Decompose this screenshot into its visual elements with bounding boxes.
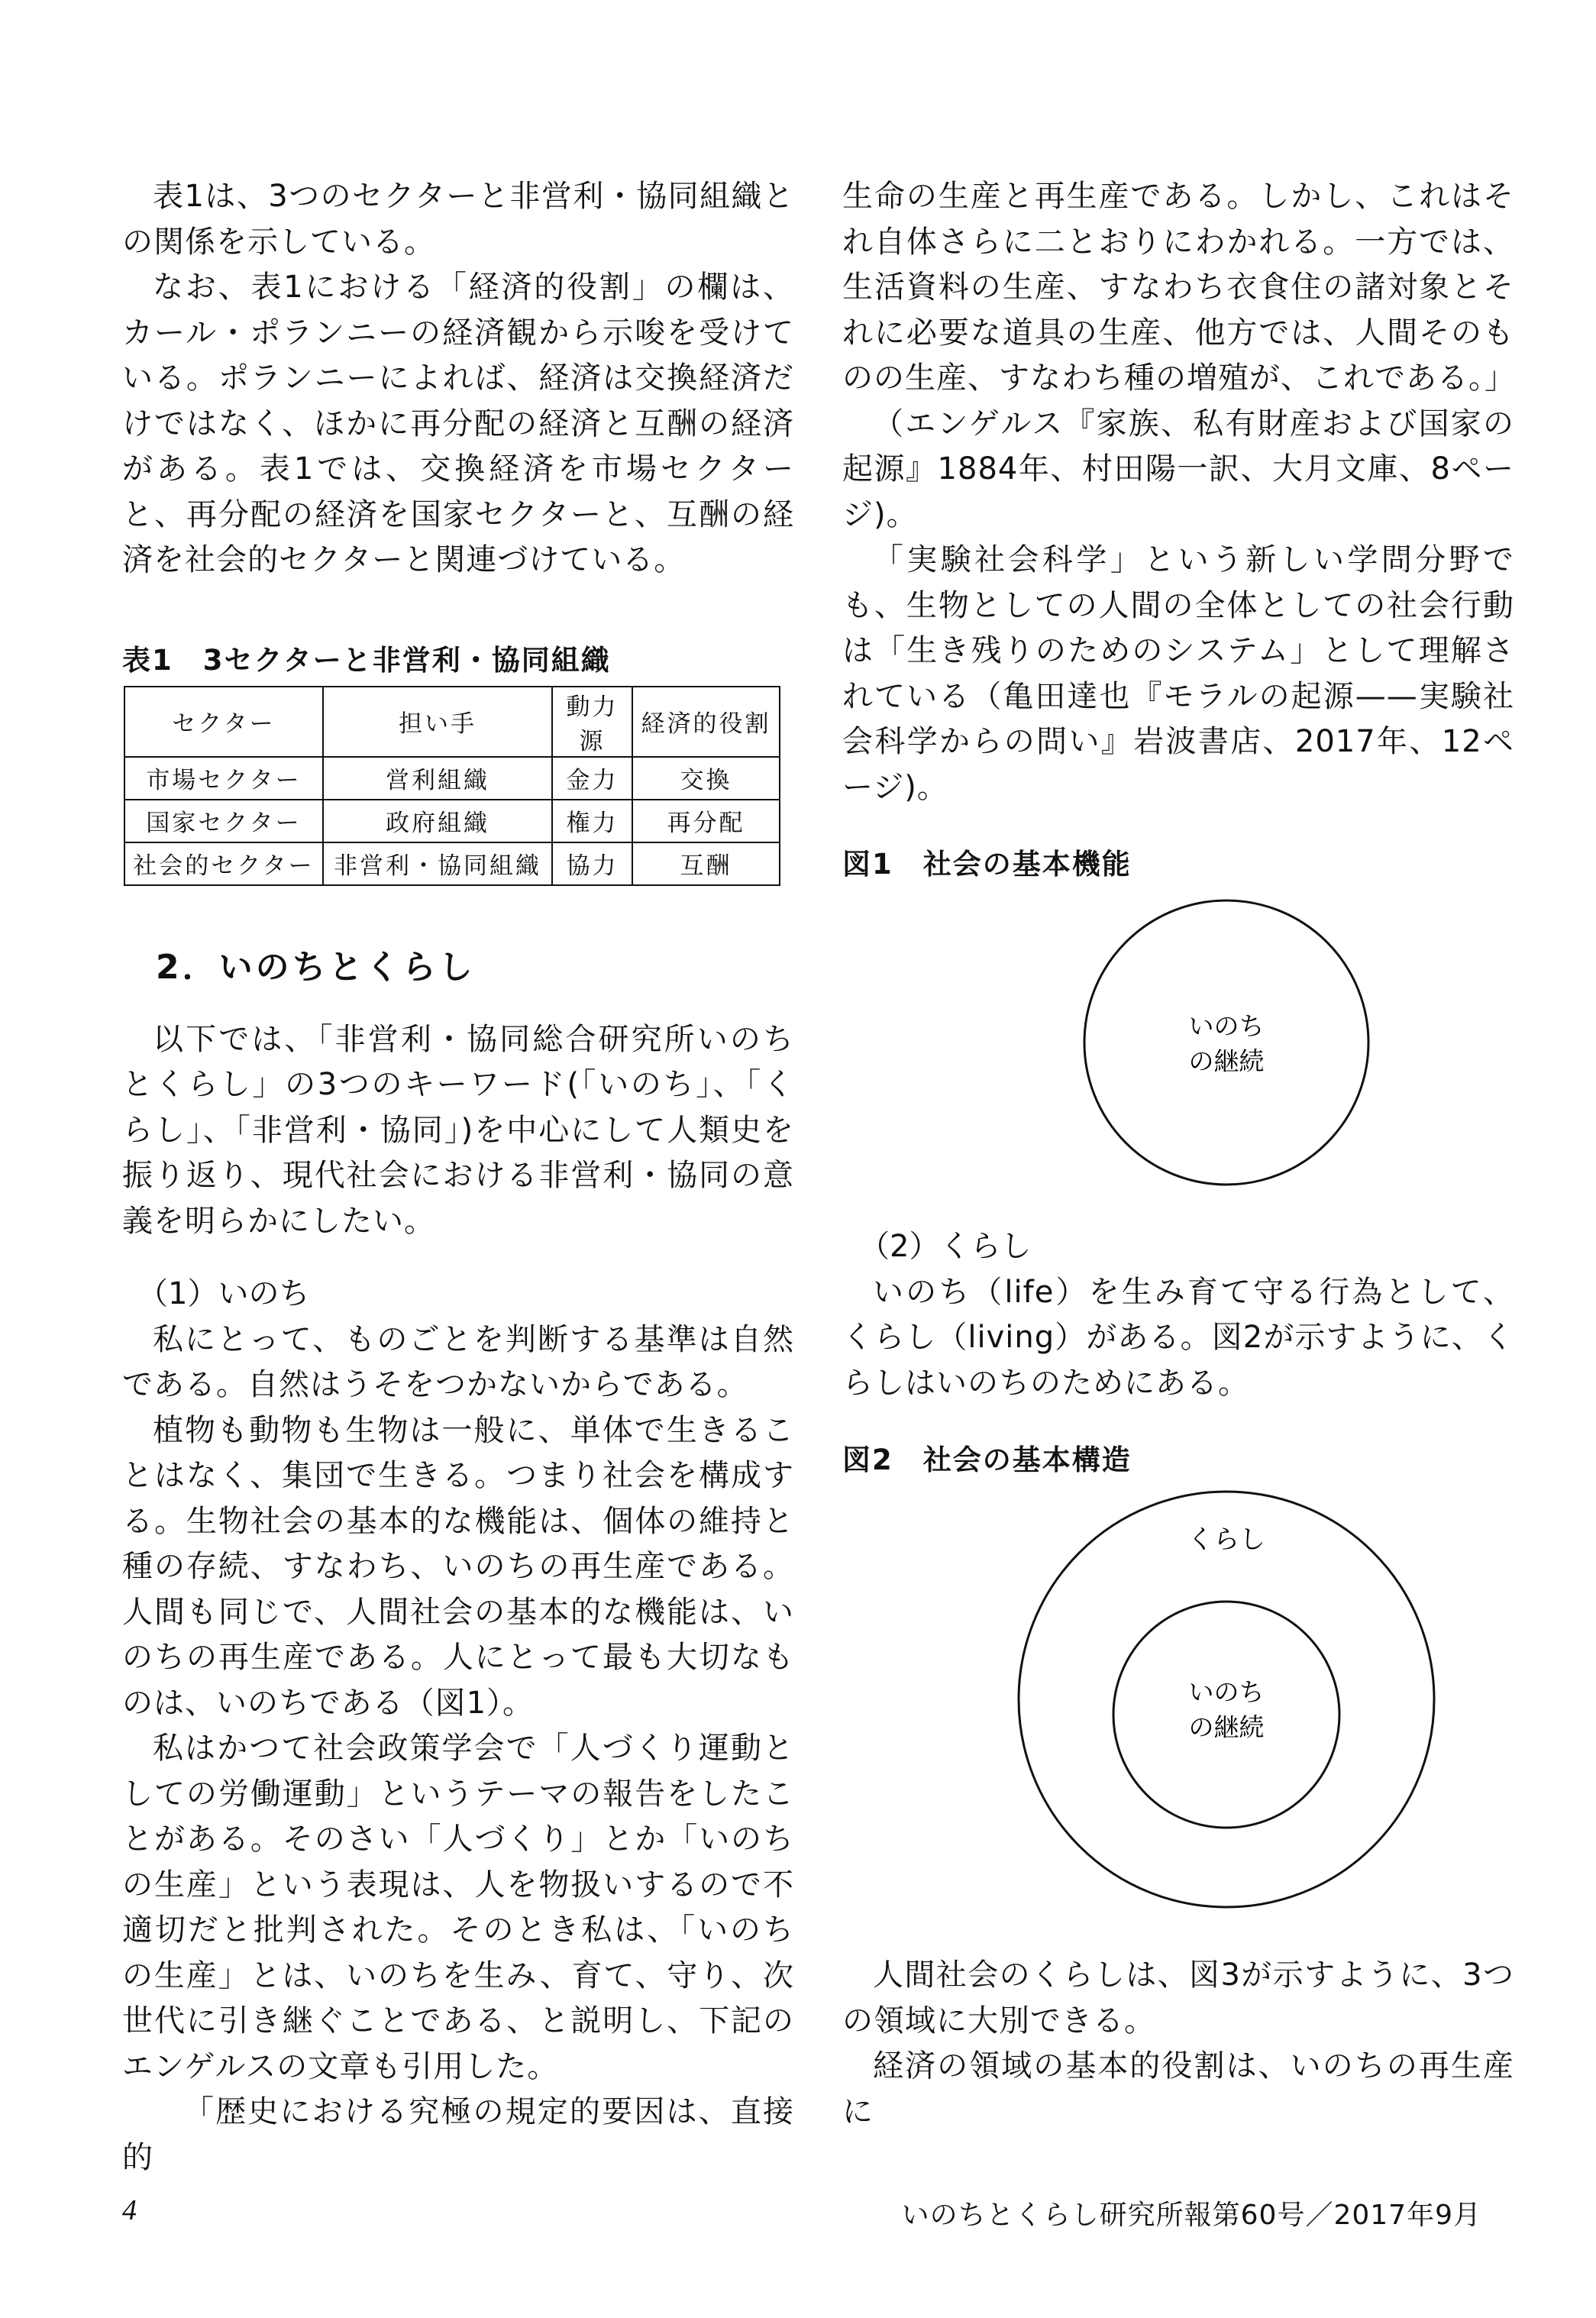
subsection-heading: （2）くらし: [859, 1229, 1032, 1264]
figure-1-label-line1: いのち: [1188, 1011, 1265, 1041]
table-cell: 営利組織: [323, 757, 552, 800]
paragraph: 経済の領域の基本的役割は、いのちの再生産に: [842, 2048, 1514, 2129]
figure-caption: 図2 社会の基本構造: [842, 1443, 1132, 1476]
table-row: [124, 800, 780, 842]
table-header-row: [124, 687, 780, 757]
table-cell: 互酬: [632, 842, 780, 885]
figure-caption: 図1 社会の基本機能: [842, 848, 1132, 881]
table-cell: 交換: [632, 757, 780, 800]
table-cell: 国家セクター: [124, 800, 323, 842]
paragraph: 私はかつて社会政策学会で「人づくり運動としての労働運動」というテーマの報告をしたことがある。そのさい「人づくり」とか「いのちの生産」という表現は、人を物扱いするので不適切だと批判された。そのとき私は、「いのちの生産」とは、いのちを生み、育て、守り、次世代に引き継ぐことである、と説明し、下記のエンゲルスの文章も引用した。: [122, 1731, 794, 2084]
table-row: [124, 757, 780, 800]
table-cell: 政府組織: [323, 800, 552, 842]
paragraph: 人間社会のくらしは、図3が示すように、3つの領域に大別できる。: [842, 1958, 1514, 2038]
table-cell: 権力: [552, 800, 632, 842]
page-number: 4: [122, 2194, 137, 2226]
life-circle: [1084, 900, 1368, 1185]
quote-source: （エンゲルス『家族、私有財産および国家の起源』1884年、村田陽一訳、大月文庫、8ページ)。: [842, 406, 1514, 532]
journal-footer: いのちとくらし研究所報第60号／2017年9月: [901, 2200, 1481, 2231]
table-header-cell: 担い手: [323, 687, 552, 757]
table-cell: 再分配: [632, 800, 780, 842]
quote: 生命の生産と再生産である。しかし、これはそれ自体さらに二とおりにわかれる。一方では、生活資料の生産、すなわち衣食住の諸対象とそれに必要な道具の生産、他方では、人間そのものの生産、すなわち種の増殖が、これである。」: [842, 179, 1516, 396]
figure-2-inner-label-line1: いのち: [1188, 1677, 1265, 1707]
figure-2-diagram: [842, 1486, 1514, 1913]
table-cell: 市場セクター: [124, 757, 323, 800]
table-header-cell: 動力源: [552, 687, 632, 757]
paragraph: 「実験社会科学」という新しい学問分野でも、生物としての人間の全体としての社会行動は「生き残りのためのシステム」として理解されている（亀田達也『モラルの起源——実験社会科学からの問い』岩波書店、2017年、12ページ)。: [842, 542, 1514, 805]
figure-2-inner-label-line2: の継続: [1188, 1712, 1265, 1742]
figure-2: [842, 1486, 1514, 1913]
table-cell: 非営利・協同組織: [323, 842, 552, 885]
figure-1-diagram: [842, 890, 1514, 1203]
figure-1-label-line2: の継続: [1188, 1046, 1265, 1076]
table-header-cell: セクター: [124, 687, 323, 757]
table-cell: 協力: [552, 842, 632, 885]
figure-2-outer-label: くらし: [1187, 1524, 1265, 1555]
paragraph: 以下では、「非営利・協同総合研究所いのちとくらし」の3つのキーワード(「いのち」、「くらし」、「非営利・協同」)を中心にして人類史を振り返り、現代社会における非営利・協同の意義を明らかにしたい。: [122, 1021, 794, 1239]
table-row: [124, 842, 780, 885]
figure-1: [842, 890, 1514, 1203]
paragraph: なお、表1における「経済的役割」の欄は、カール・ポランニーの経済観から示唆を受けている。ポランニーによれば、経済は交換経済だけではなく、ほかに再分配の経済と互酬の経済がある。表1では、交換経済を市場セクターと、再分配の経済を国家セクターと、互酬の経済を社会的セクターと関連づけている。: [122, 270, 794, 577]
paragraph: 植物も動物も生物は一般に、単体で生きることはなく、集団で生きる。つまり社会を構成する。生物社会の基本的な機能は、個体の維持と種の存続、すなわち、いのちの再生産である。人間も同じで、人間社会の基本的な機能は、いのちの再生産である。人にとって最も大切なものは、いのちである（図1）。: [122, 1412, 794, 1721]
paragraph: 「歴史における究極の規定的要因は、直接的: [122, 2094, 794, 2175]
paragraph: 表1は、3つのセクターと非営利・協同組織との関係を示している。: [122, 179, 794, 260]
right-column: [842, 174, 1514, 2135]
paragraph: 私にとって、ものごとを判断する基準は自然である。自然はうそをつかないからである。: [122, 1321, 794, 1402]
table-caption: 表1 3セクターと非営利・協同組織: [122, 643, 611, 677]
left-column: [122, 174, 794, 2181]
section-heading: 2．いのちとくらし: [156, 947, 476, 987]
table-cell: 社会的セクター: [124, 842, 323, 885]
sector-table: [124, 686, 780, 886]
table-header-cell: 経済的役割: [632, 687, 780, 757]
subsection-heading: （1）いのち: [137, 1276, 310, 1311]
paragraph: いのち（life）を生み育て守る行為として、くらし（living）がある。図2が示すように、くらしはいのちのためにある。: [842, 1274, 1514, 1401]
table-cell: 金力: [552, 757, 632, 800]
